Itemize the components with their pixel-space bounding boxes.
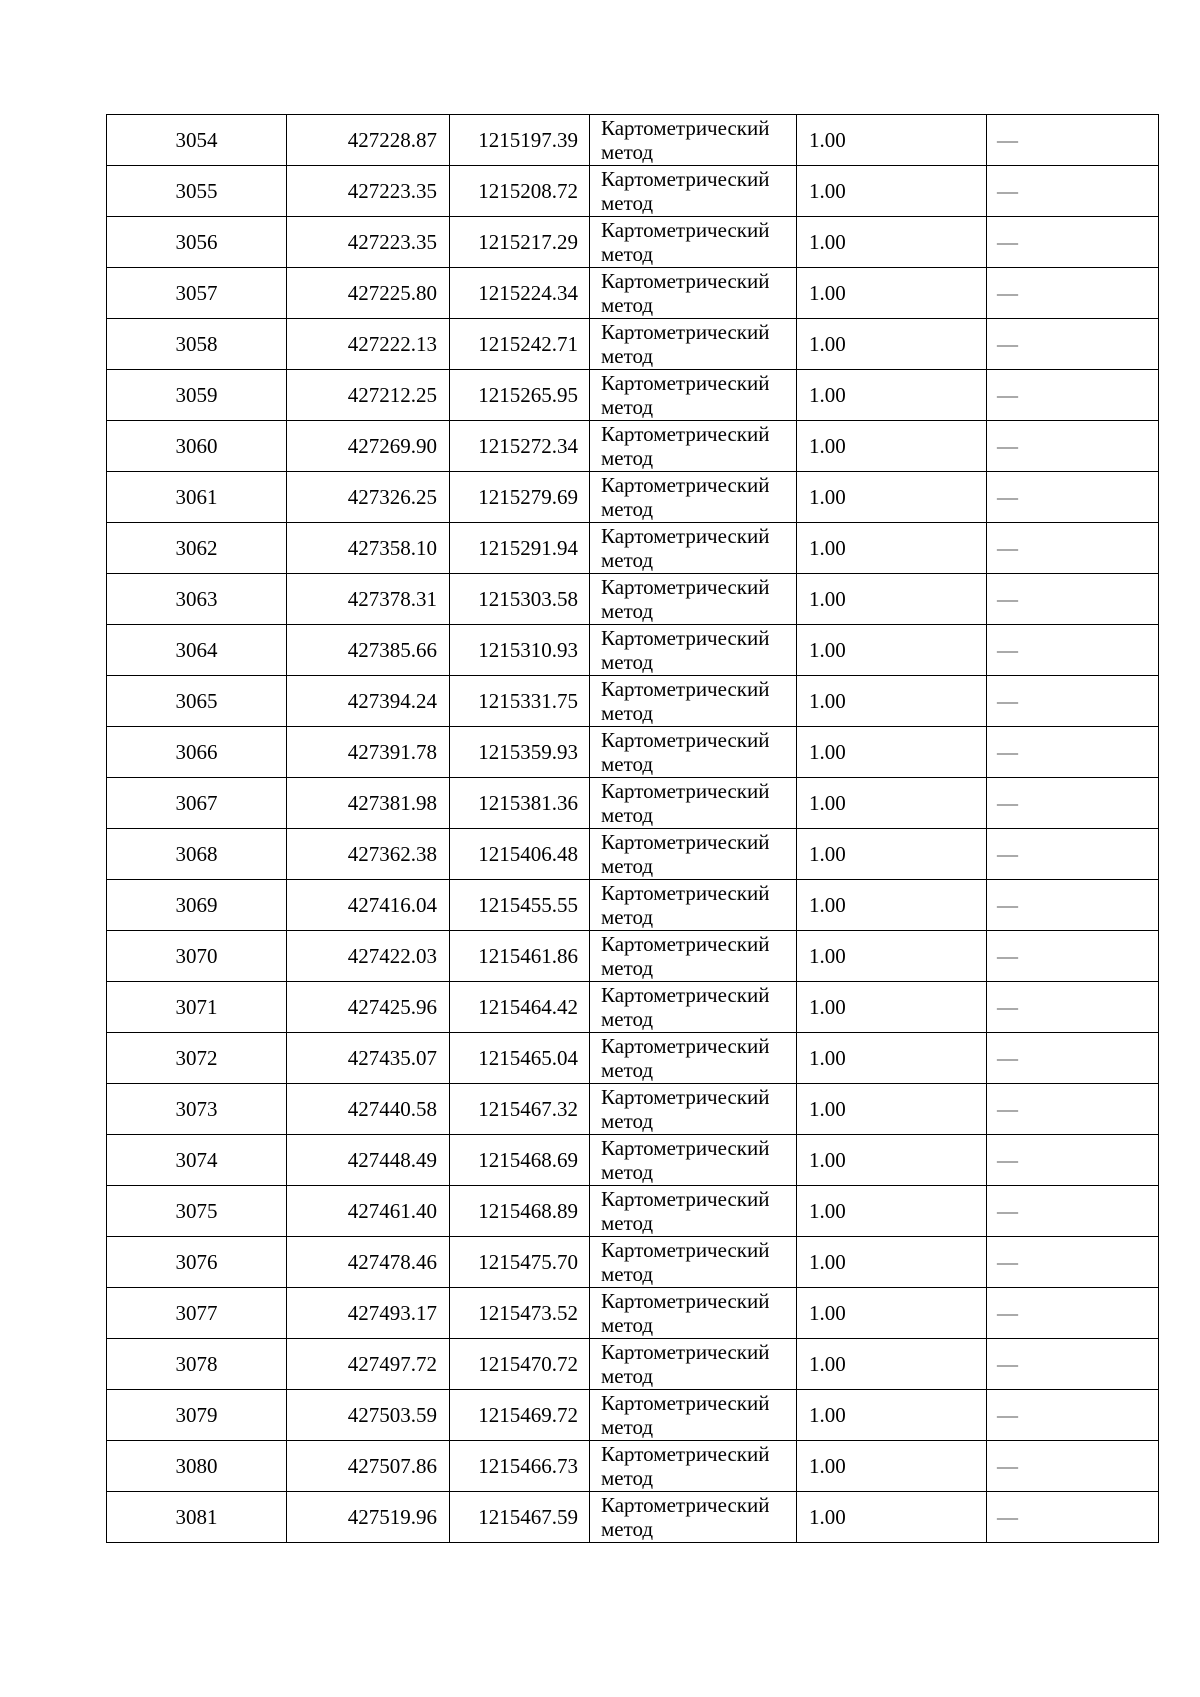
accuracy-cell: 1.00	[797, 115, 987, 166]
method-line-2: метод	[601, 344, 654, 368]
method-cell	[590, 676, 797, 727]
method-line-2: метод	[601, 1160, 654, 1184]
description-dash: —	[997, 485, 1018, 509]
x-coordinate-cell: 427416.04	[287, 880, 450, 931]
y-coordinate-cell: 1215470.72	[450, 1339, 590, 1390]
description-dash: —	[997, 740, 1018, 764]
accuracy-cell: 1.00	[797, 1492, 987, 1543]
table-row	[107, 115, 1159, 166]
x-coordinate-cell: 427228.87	[287, 115, 450, 166]
table-row	[107, 1288, 1159, 1339]
description-dash: —	[997, 1301, 1018, 1325]
method-line-1: Картометрический	[601, 728, 770, 752]
description-dash: —	[997, 638, 1018, 662]
description-cell	[987, 319, 1159, 370]
method-line-2: метод	[601, 701, 654, 725]
method-cell	[590, 829, 797, 880]
accuracy-cell: 1.00	[797, 1084, 987, 1135]
description-dash: —	[997, 536, 1018, 560]
coordinates-table-body	[107, 115, 1159, 1543]
method-line-1: Картометрический	[601, 1442, 770, 1466]
description-cell	[987, 166, 1159, 217]
table-row	[107, 1033, 1159, 1084]
method-line-1: Картометрический	[601, 473, 770, 497]
coordinates-table	[106, 114, 1159, 1543]
x-coordinate-cell: 427448.49	[287, 1135, 450, 1186]
description-dash: —	[997, 332, 1018, 356]
method-line-1: Картометрический	[601, 626, 770, 650]
y-coordinate-cell: 1215217.29	[450, 217, 590, 268]
description-dash: —	[997, 281, 1018, 305]
description-cell	[987, 880, 1159, 931]
table-row	[107, 880, 1159, 931]
table-row	[107, 982, 1159, 1033]
description-dash: —	[997, 893, 1018, 917]
method-line-1: Картометрический	[601, 422, 770, 446]
method-cell	[590, 1186, 797, 1237]
point-number-cell: 3066	[107, 727, 287, 778]
method-line-1: Картометрический	[601, 1187, 770, 1211]
accuracy-cell: 1.00	[797, 931, 987, 982]
description-cell	[987, 115, 1159, 166]
description-dash: —	[997, 1148, 1018, 1172]
accuracy-cell: 1.00	[797, 421, 987, 472]
x-coordinate-cell: 427435.07	[287, 1033, 450, 1084]
accuracy-cell: 1.00	[797, 472, 987, 523]
table-row	[107, 1084, 1159, 1135]
point-number-cell: 3064	[107, 625, 287, 676]
description-dash: —	[997, 791, 1018, 815]
point-number-cell: 3068	[107, 829, 287, 880]
description-cell	[987, 829, 1159, 880]
x-coordinate-cell: 427425.96	[287, 982, 450, 1033]
y-coordinate-cell: 1215465.04	[450, 1033, 590, 1084]
method-cell	[590, 523, 797, 574]
point-number-cell: 3056	[107, 217, 287, 268]
description-cell	[987, 676, 1159, 727]
description-dash: —	[997, 434, 1018, 458]
y-coordinate-cell: 1215242.71	[450, 319, 590, 370]
accuracy-cell: 1.00	[797, 880, 987, 931]
table-row	[107, 523, 1159, 574]
y-coordinate-cell: 1215468.89	[450, 1186, 590, 1237]
y-coordinate-cell: 1215464.42	[450, 982, 590, 1033]
method-line-2: метод	[601, 1211, 654, 1235]
x-coordinate-cell: 427358.10	[287, 523, 450, 574]
method-line-1: Картометрический	[601, 524, 770, 548]
description-dash: —	[997, 587, 1018, 611]
method-cell	[590, 115, 797, 166]
accuracy-cell: 1.00	[797, 319, 987, 370]
description-dash: —	[997, 1250, 1018, 1274]
accuracy-cell: 1.00	[797, 829, 987, 880]
accuracy-cell: 1.00	[797, 1288, 987, 1339]
y-coordinate-cell: 1215473.52	[450, 1288, 590, 1339]
table-row	[107, 1339, 1159, 1390]
method-cell	[590, 1288, 797, 1339]
point-number-cell: 3073	[107, 1084, 287, 1135]
method-line-2: метод	[601, 1415, 654, 1439]
description-dash: —	[997, 1454, 1018, 1478]
point-number-cell: 3070	[107, 931, 287, 982]
table-row	[107, 472, 1159, 523]
point-number-cell: 3072	[107, 1033, 287, 1084]
y-coordinate-cell: 1215359.93	[450, 727, 590, 778]
y-coordinate-cell: 1215455.55	[450, 880, 590, 931]
method-cell	[590, 319, 797, 370]
accuracy-cell: 1.00	[797, 1237, 987, 1288]
table-row	[107, 268, 1159, 319]
point-number-cell: 3077	[107, 1288, 287, 1339]
x-coordinate-cell: 427378.31	[287, 574, 450, 625]
x-coordinate-cell: 427212.25	[287, 370, 450, 421]
method-line-2: метод	[601, 446, 654, 470]
point-number-cell: 3079	[107, 1390, 287, 1441]
y-coordinate-cell: 1215279.69	[450, 472, 590, 523]
y-coordinate-cell: 1215208.72	[450, 166, 590, 217]
point-number-cell: 3069	[107, 880, 287, 931]
x-coordinate-cell: 427461.40	[287, 1186, 450, 1237]
accuracy-cell: 1.00	[797, 523, 987, 574]
x-coordinate-cell: 427519.96	[287, 1492, 450, 1543]
x-coordinate-cell: 427478.46	[287, 1237, 450, 1288]
accuracy-cell: 1.00	[797, 217, 987, 268]
accuracy-cell: 1.00	[797, 574, 987, 625]
description-dash: —	[997, 1505, 1018, 1529]
table-row	[107, 370, 1159, 421]
x-coordinate-cell: 427223.35	[287, 166, 450, 217]
y-coordinate-cell: 1215468.69	[450, 1135, 590, 1186]
point-number-cell: 3080	[107, 1441, 287, 1492]
point-number-cell: 3076	[107, 1237, 287, 1288]
method-line-2: метод	[601, 1058, 654, 1082]
description-dash: —	[997, 230, 1018, 254]
method-cell	[590, 217, 797, 268]
method-line-2: метод	[601, 905, 654, 929]
method-cell	[590, 1339, 797, 1390]
method-cell	[590, 625, 797, 676]
accuracy-cell: 1.00	[797, 676, 987, 727]
description-cell	[987, 1390, 1159, 1441]
method-cell	[590, 1390, 797, 1441]
method-line-2: метод	[601, 293, 654, 317]
y-coordinate-cell: 1215406.48	[450, 829, 590, 880]
y-coordinate-cell: 1215466.73	[450, 1441, 590, 1492]
description-cell	[987, 1033, 1159, 1084]
method-line-1: Картометрический	[601, 371, 770, 395]
y-coordinate-cell: 1215303.58	[450, 574, 590, 625]
description-dash: —	[997, 1046, 1018, 1070]
method-line-2: метод	[601, 803, 654, 827]
method-line-2: метод	[601, 1364, 654, 1388]
description-cell	[987, 625, 1159, 676]
table-row	[107, 931, 1159, 982]
accuracy-cell: 1.00	[797, 370, 987, 421]
method-cell	[590, 421, 797, 472]
description-cell	[987, 727, 1159, 778]
method-line-1: Картометрический	[601, 932, 770, 956]
y-coordinate-cell: 1215461.86	[450, 931, 590, 982]
accuracy-cell: 1.00	[797, 268, 987, 319]
x-coordinate-cell: 427223.35	[287, 217, 450, 268]
method-line-1: Картометрический	[601, 269, 770, 293]
table-row	[107, 319, 1159, 370]
method-line-2: метод	[601, 752, 654, 776]
method-cell	[590, 268, 797, 319]
method-line-2: метод	[601, 599, 654, 623]
table-row	[107, 574, 1159, 625]
method-cell	[590, 370, 797, 421]
description-cell	[987, 1186, 1159, 1237]
y-coordinate-cell: 1215469.72	[450, 1390, 590, 1441]
table-row	[107, 1390, 1159, 1441]
point-number-cell: 3081	[107, 1492, 287, 1543]
x-coordinate-cell: 427493.17	[287, 1288, 450, 1339]
x-coordinate-cell: 427440.58	[287, 1084, 450, 1135]
method-line-1: Картометрический	[601, 1289, 770, 1313]
description-cell	[987, 217, 1159, 268]
point-number-cell: 3054	[107, 115, 287, 166]
method-line-1: Картометрический	[601, 1085, 770, 1109]
point-number-cell: 3061	[107, 472, 287, 523]
point-number-cell: 3071	[107, 982, 287, 1033]
y-coordinate-cell: 1215265.95	[450, 370, 590, 421]
description-cell	[987, 268, 1159, 319]
method-line-2: метод	[601, 650, 654, 674]
description-dash: —	[997, 842, 1018, 866]
description-cell	[987, 778, 1159, 829]
accuracy-cell: 1.00	[797, 778, 987, 829]
description-cell	[987, 1492, 1159, 1543]
x-coordinate-cell: 427394.24	[287, 676, 450, 727]
table-row	[107, 217, 1159, 268]
description-cell	[987, 1237, 1159, 1288]
point-number-cell: 3059	[107, 370, 287, 421]
method-line-1: Картометрический	[601, 218, 770, 242]
point-number-cell: 3074	[107, 1135, 287, 1186]
y-coordinate-cell: 1215467.32	[450, 1084, 590, 1135]
accuracy-cell: 1.00	[797, 1033, 987, 1084]
description-dash: —	[997, 995, 1018, 1019]
accuracy-cell: 1.00	[797, 1390, 987, 1441]
method-cell	[590, 982, 797, 1033]
method-cell	[590, 931, 797, 982]
method-cell	[590, 1441, 797, 1492]
y-coordinate-cell: 1215381.36	[450, 778, 590, 829]
table-row	[107, 829, 1159, 880]
method-cell	[590, 880, 797, 931]
x-coordinate-cell: 427503.59	[287, 1390, 450, 1441]
x-coordinate-cell: 427381.98	[287, 778, 450, 829]
table-row	[107, 421, 1159, 472]
description-cell	[987, 1084, 1159, 1135]
method-line-1: Картометрический	[601, 1034, 770, 1058]
method-line-2: метод	[601, 1466, 654, 1490]
table-row	[107, 1237, 1159, 1288]
method-cell	[590, 166, 797, 217]
x-coordinate-cell: 427222.13	[287, 319, 450, 370]
accuracy-cell: 1.00	[797, 727, 987, 778]
point-number-cell: 3058	[107, 319, 287, 370]
accuracy-cell: 1.00	[797, 982, 987, 1033]
y-coordinate-cell: 1215467.59	[450, 1492, 590, 1543]
point-number-cell: 3067	[107, 778, 287, 829]
method-cell	[590, 574, 797, 625]
point-number-cell: 3065	[107, 676, 287, 727]
x-coordinate-cell: 427326.25	[287, 472, 450, 523]
x-coordinate-cell: 427225.80	[287, 268, 450, 319]
table-row	[107, 625, 1159, 676]
point-number-cell: 3063	[107, 574, 287, 625]
method-line-2: метод	[601, 395, 654, 419]
accuracy-cell: 1.00	[797, 1186, 987, 1237]
x-coordinate-cell: 427422.03	[287, 931, 450, 982]
description-cell	[987, 982, 1159, 1033]
point-number-cell: 3060	[107, 421, 287, 472]
method-line-1: Картометрический	[601, 116, 770, 140]
description-cell	[987, 370, 1159, 421]
method-line-1: Картометрический	[601, 983, 770, 1007]
method-line-1: Картометрический	[601, 167, 770, 191]
method-cell	[590, 1033, 797, 1084]
table-row	[107, 1492, 1159, 1543]
y-coordinate-cell: 1215331.75	[450, 676, 590, 727]
description-cell	[987, 1135, 1159, 1186]
method-cell	[590, 1492, 797, 1543]
x-coordinate-cell: 427391.78	[287, 727, 450, 778]
point-number-cell: 3078	[107, 1339, 287, 1390]
table-row	[107, 1186, 1159, 1237]
point-number-cell: 3075	[107, 1186, 287, 1237]
description-cell	[987, 574, 1159, 625]
x-coordinate-cell: 427362.38	[287, 829, 450, 880]
method-line-2: метод	[601, 1262, 654, 1286]
description-dash: —	[997, 1403, 1018, 1427]
description-dash: —	[997, 689, 1018, 713]
description-cell	[987, 931, 1159, 982]
table-row	[107, 1441, 1159, 1492]
description-cell	[987, 1339, 1159, 1390]
description-cell	[987, 1441, 1159, 1492]
description-dash: —	[997, 179, 1018, 203]
y-coordinate-cell: 1215291.94	[450, 523, 590, 574]
method-line-1: Картометрический	[601, 1391, 770, 1415]
method-line-1: Картометрический	[601, 881, 770, 905]
point-number-cell: 3057	[107, 268, 287, 319]
method-line-1: Картометрический	[601, 677, 770, 701]
method-line-2: метод	[601, 1517, 654, 1541]
description-cell	[987, 523, 1159, 574]
method-line-2: метод	[601, 242, 654, 266]
method-line-2: метод	[601, 854, 654, 878]
description-dash: —	[997, 1199, 1018, 1223]
x-coordinate-cell: 427269.90	[287, 421, 450, 472]
x-coordinate-cell: 427507.86	[287, 1441, 450, 1492]
description-dash: —	[997, 944, 1018, 968]
method-line-2: метод	[601, 140, 654, 164]
table-row	[107, 676, 1159, 727]
method-line-2: метод	[601, 1109, 654, 1133]
method-line-1: Картометрический	[601, 1493, 770, 1517]
y-coordinate-cell: 1215272.34	[450, 421, 590, 472]
method-line-2: метод	[601, 1313, 654, 1337]
method-cell	[590, 727, 797, 778]
method-cell	[590, 1237, 797, 1288]
y-coordinate-cell: 1215224.34	[450, 268, 590, 319]
method-cell	[590, 1084, 797, 1135]
method-line-1: Картометрический	[601, 779, 770, 803]
method-line-2: метод	[601, 548, 654, 572]
accuracy-cell: 1.00	[797, 1441, 987, 1492]
description-dash: —	[997, 128, 1018, 152]
y-coordinate-cell: 1215197.39	[450, 115, 590, 166]
accuracy-cell: 1.00	[797, 625, 987, 676]
method-line-2: метод	[601, 191, 654, 215]
method-line-1: Картометрический	[601, 1136, 770, 1160]
table-row	[107, 1135, 1159, 1186]
method-line-1: Картометрический	[601, 1340, 770, 1364]
table-row	[107, 778, 1159, 829]
table-row	[107, 727, 1159, 778]
description-dash: —	[997, 383, 1018, 407]
accuracy-cell: 1.00	[797, 1135, 987, 1186]
point-number-cell: 3062	[107, 523, 287, 574]
y-coordinate-cell: 1215475.70	[450, 1237, 590, 1288]
method-line-2: метод	[601, 956, 654, 980]
x-coordinate-cell: 427385.66	[287, 625, 450, 676]
y-coordinate-cell: 1215310.93	[450, 625, 590, 676]
description-cell	[987, 472, 1159, 523]
description-cell	[987, 1288, 1159, 1339]
description-cell	[987, 421, 1159, 472]
accuracy-cell: 1.00	[797, 166, 987, 217]
method-cell	[590, 1135, 797, 1186]
point-number-cell: 3055	[107, 166, 287, 217]
x-coordinate-cell: 427497.72	[287, 1339, 450, 1390]
description-dash: —	[997, 1352, 1018, 1376]
table-row	[107, 166, 1159, 217]
method-cell	[590, 472, 797, 523]
method-line-1: Картометрический	[601, 320, 770, 344]
method-line-1: Картометрический	[601, 1238, 770, 1262]
method-line-1: Картометрический	[601, 830, 770, 854]
accuracy-cell: 1.00	[797, 1339, 987, 1390]
method-cell	[590, 778, 797, 829]
method-line-2: метод	[601, 497, 654, 521]
description-dash: —	[997, 1097, 1018, 1121]
method-line-1: Картометрический	[601, 575, 770, 599]
method-line-2: метод	[601, 1007, 654, 1031]
